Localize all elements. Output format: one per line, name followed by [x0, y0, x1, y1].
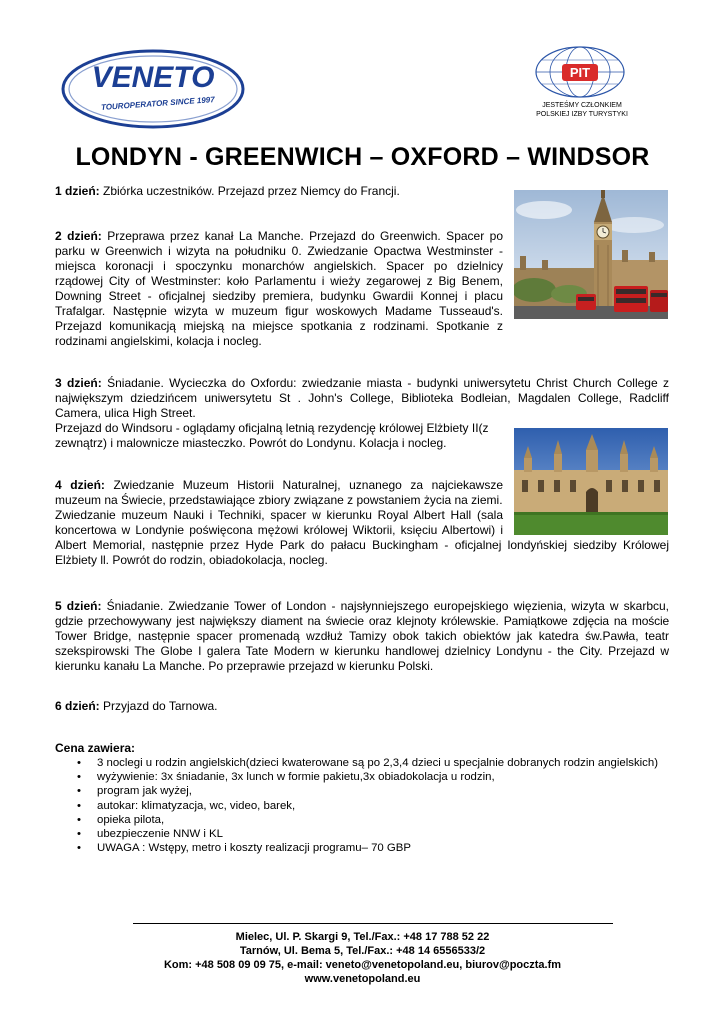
list-item: • program jak wyżej, [55, 784, 658, 798]
day-2-line-4: rządowej City of Westminster: koło Parlamentu i wieży zegarowej z Big Benem, [55, 274, 503, 288]
day-2-paragraph [55, 229, 503, 349]
day-2-label: 2 dzień: [55, 229, 102, 243]
day-4-label: 4 dzień: [55, 478, 105, 492]
pit-caption [522, 101, 642, 119]
veneto-logo-text: VENETO [91, 61, 215, 94]
footer-divider [133, 923, 613, 924]
day-4-line-1: Zwiedzanie Muzeum Historii Naturalnej, uznanego za najciekawsze [113, 478, 503, 492]
day-4-line-4: koncertowa w Londynie poświęcona mężowi królowej Wiktorii, księciu Albertowi) i [55, 523, 503, 537]
day-2-line-1: Przeprawa przez kanał La Manche. Przejazd do Greenwich. Spacer po [107, 229, 503, 243]
day-5-label: 5 dzień: [55, 599, 102, 613]
day-2-line-2: parku w Greenwich i wizyta na południku 0. Zwiedzanie Opactwa Westminster - [55, 244, 503, 258]
day-4-line-5: Albert Memorial, następnie przez Hyde Park do pałacu Buckingham - oficjalnej londyńskiej siedziby Królowej [55, 538, 669, 552]
footer-mielec-address: Mielec, Ul. P. Skargi 9, Tel./Fax.: +48 17 788 52 22 [235, 931, 490, 943]
list-item: • autokar: klimatyzacja, wc, video, barek, [55, 799, 658, 813]
pit-caption-line2: POLSKIEJ IZBY TURYSTYKI [536, 111, 628, 118]
day-2-line-3: miejsca koronacji i spoczynku monarchów angielskich. Spacer po dzielnicy [55, 259, 503, 273]
day-1-label: 1 dzień: [55, 184, 100, 198]
day-3-line-5: zewnątrz) i malownicze miasteczko. Powrót do Londynu. Kolacja i nocleg. [55, 436, 447, 450]
day-6-text: Przyjazd do Tarnowa. [103, 699, 218, 713]
day-5-line-1: Śniadanie. Zwiedzanie Tower of London - najsłynniejszego europejskiego więzienia, wizyta w skarbcu, [106, 599, 670, 613]
day-3-label: 3 dzień: [55, 376, 102, 390]
list-item: • opieka pilota, [55, 813, 658, 827]
day-3-line-3: Camera, ulica High Street. [55, 406, 196, 420]
day-4-line-2: muzeum na Świecie, przedstawiające zbiory związane z powstaniem życia na ziemi. [55, 493, 503, 507]
day-2-line-7: Przejazd komunikacją miejską na miejsce spotkania z rodzinami. Spotkanie z [55, 319, 503, 333]
page-title: LONDYN - GREENWICH – OXFORD – WINDSOR [75, 143, 650, 171]
footer-website-link[interactable]: www.venetopoland.eu [304, 973, 421, 985]
day-4-line-3: Zwiedzanie muzeum Nauki i Techniki, spacer w kierunku Royal Albert Hall (sala [55, 508, 503, 522]
day-2-line-5: Downing Street - oficjalnej siedziby premiera, budynku Gwardii Konnej i placu [55, 289, 503, 303]
veneto-logo-subtext: TOUROPERATOR SINCE 1997 [100, 95, 215, 112]
footer-contact [0, 930, 725, 986]
list-item: • wyżywienie: 3x śniadanie, 3x lunch w formie pakietu,3x obiadokolacja u rodzin, [55, 770, 658, 784]
day-5-line-2: gdzie przechowywany jest największy diament na świecie oraz klejnoty królewskie. Pamiątkowe zdjęcia na moście [55, 614, 669, 628]
day-5-paragraph [55, 599, 669, 674]
footer-tarnow-address: Tarnów, Ul. Bema 5, Tel./Fax.: +48 14 6556533/2 [239, 945, 486, 957]
list-item: • ubezpieczenie NNW i KL [55, 827, 658, 841]
day-1-text: Zbiórka uczestników. Przejazd przez Niemcy do Francji. [103, 184, 400, 198]
day-5-line-3: Tower Bridge, następnie spacer promenadą wzdłuż Tamizy obok takich obiektów jak katedra św.Pawła, teatr [55, 629, 669, 643]
price-includes-list [55, 756, 658, 855]
day-3-line-2: największym dziedzińcem uniwersytetu St . John's College, Biblioteka Bodleian, Magdalen College, Radcliff [55, 391, 669, 405]
day-6-label: 6 dzień: [55, 699, 100, 713]
footer-mobile-email: Kom: +48 508 09 09 75, e-mail: veneto@venetopoland.eu, biurov@poczta.fm [163, 959, 562, 971]
pit-caption-line1: JESTEŚMY CZŁONKIEM [542, 102, 622, 109]
day-4-line-6: Elżbiety ll. Powrót do rodzin, obiadokolacja, nocleg. [55, 553, 328, 567]
day-2-line-6: Trafalgar. Następnie wizyta w muzeum figur woskowych Madame Tusseaud's. [55, 304, 503, 318]
day-6-paragraph [55, 699, 669, 714]
day-3-line-1: Śniadanie. Wycieczka do Oxfordu: zwiedzanie miasta - budynki uniwersytetu Christ Church College z [107, 376, 670, 390]
veneto-logo [60, 48, 246, 130]
list-item: • 3 noclegi u rodzin angielskich(dzieci kwaterowane są po 2,3,4 dzieci u specjalnie dobranych rodzin angielskich) [55, 756, 658, 770]
day-5-line-4: szekspirowski The Globe I galera Tate Modern w kierunku handlowej dzielnicy Londynu - the City. Przejazd w [55, 644, 669, 658]
price-includes-title: Cena zawiera: [55, 741, 136, 755]
big-ben-photo [514, 190, 668, 319]
day-2-line-8: rodzinami angielskimi, kolacja i nocleg. [55, 334, 262, 348]
pit-logo-text: PIT [569, 65, 591, 80]
day-3-line-4: Przejazd do Windsoru - oglądamy oficjalną letnią rezydencję królowej Elżbiety II(z [55, 421, 489, 435]
day-4-paragraph [55, 478, 669, 568]
list-item: • UWAGA : Wstępy, metro i koszty realizacji programu– 70 GBP [55, 841, 658, 855]
day-5-line-5: kierunku kanału La Manche. Po przeprawie przejazd w kierunku Polski. [55, 659, 434, 673]
